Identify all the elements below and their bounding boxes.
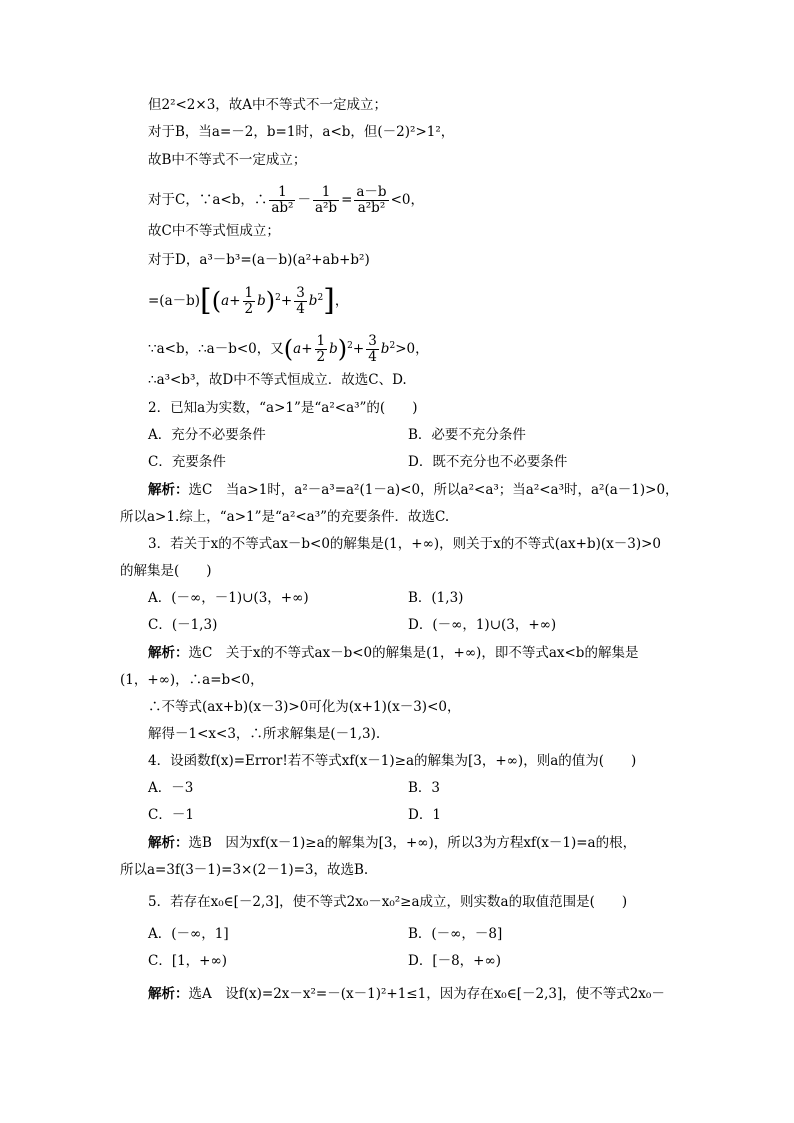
q4-option-b: B．3 <box>408 780 441 796</box>
text-segment: <0， <box>390 192 424 208</box>
text-line: 故B中不等式不一定成立； <box>148 152 307 168</box>
q5-option-d: D．[－8，+∞) <box>408 953 502 969</box>
fraction: $\frac{a-b}{\text{a²b²}}$ <box>356 184 387 216</box>
fraction: $\frac{1}{2}$ <box>316 333 326 365</box>
fraction: $\frac{3}{4}$ <box>296 285 305 317</box>
q4-solution-line: 解析：选B 因为xf(x－1)≥a的解集为[3，+∞)，所以3为方程xf(x－1)=a的根， <box>148 835 637 851</box>
solution-label: 解析： <box>148 645 189 661</box>
q2-option-a: A．充分不必要条件 <box>148 427 266 443</box>
q4-option-d: D．1 <box>408 807 441 823</box>
text-line: ∴a³<b³，故D中不等式恒成立．故选C、D. <box>148 372 407 388</box>
q5-option-b: B．(－∞，－8] <box>408 926 503 942</box>
text-line-brackets: ∵a<b，∴a－b<0，又(a+ $\frac{1}{2}$ b)$^2$+ $\frac{3}{4}$ $b^2>0$， <box>148 333 429 365</box>
q3-solution-line: 解析：选C 关于x的不等式ax－b<0的解集是(1，+∞)，即不等式ax<b的解集是 <box>148 645 639 661</box>
fraction: $\frac{1}{\text{ab²}}$ <box>271 184 294 216</box>
q5-option-c: C．[1，+∞) <box>148 953 228 969</box>
question-3-stem: 的解集是( ) <box>120 563 212 579</box>
question-4-stem: 4．设函数f(x)=Error!若不等式xf(x－1)≥a的解集为[3，+∞)，则a的值为( ) <box>148 753 637 769</box>
text-line: 对于B，当a=－2，b=1时，a<b，但(－2)²>1²， <box>148 124 455 140</box>
q5-solution-line: 解析：选A 设f(x)=2x－x²=－(x－1)²+1≤1，因为存在x₀∈[－2,3]，使不等式2x₀－ <box>148 986 665 1002</box>
q2-option-b: B．必要不充分条件 <box>408 427 526 443</box>
q5-option-a: A．(－∞，1] <box>148 926 229 942</box>
question-3-stem: 3．若关于x的不等式ax－b<0的解集是(1，+∞)，则关于x的不等式(ax+b)(x－3)>0 <box>148 536 661 552</box>
text-line-brackets: =(a－b)[(a+ $\frac{1}{2}$ b)$^2$+ $\frac{3}{4}$ $b^2$]， <box>148 283 349 318</box>
q2-solution-line: 解析：选C 当a>1时，a²－a³=a²(1－a)<0，所以a²<a³；当a²<a³时，a²(a－1)>0， <box>148 482 679 498</box>
q2-option-d: D．既不充分也不必要条件 <box>408 454 568 470</box>
text-segment: 对于C，∵a<b，∴ <box>148 192 268 208</box>
question-5-stem: 5．若存在x₀∈[－2,3]，使不等式2x₀－x₀²≥a成立，则实数a的取值范围是( ) <box>148 894 628 910</box>
q3-solution-line: ∴不等式(ax+b)(x－3)>0可化为(x+1)(x－3)<0， <box>148 699 461 715</box>
q3-option-a: A．(－∞，－1)∪(3，+∞) <box>148 590 309 606</box>
q3-option-c: C．(－1,3) <box>148 617 218 633</box>
fraction: $\frac{1}{2}$ <box>244 285 254 317</box>
q3-option-b: B．(1,3) <box>408 590 464 606</box>
q3-solution-line: 解得－1<x<3，∴所求解集是(－1,3). <box>148 726 381 742</box>
q4-option-c: C．－1 <box>148 807 194 823</box>
q3-option-d: D．(－∞，1)∪(3，+∞) <box>408 617 557 633</box>
q4-solution-line: 所以a=3f(3－1)=3×(2－1)=3，故选B. <box>120 862 369 878</box>
text-line-fractions: 对于C，∵a<b，∴ $\frac{1}{\text{ab²}}$ － $\frac{1}{\text{a²b}}$ = $\frac{a-b}{\text{a²b²}}$ <0， <box>148 184 424 216</box>
solution-label: 解析： <box>148 482 189 498</box>
q2-option-c: C．充要条件 <box>148 454 226 470</box>
q3-solution-line: (1，+∞)，∴a=b<0， <box>120 672 264 688</box>
text-segment: >0， <box>395 341 429 357</box>
text-segment: =(a－b) <box>148 293 201 309</box>
q2-solution-line: 所以a>1.综上，“a>1”是“a²<a³”的充要条件．故选C. <box>120 509 450 525</box>
q4-option-a: A．－3 <box>148 780 194 796</box>
solution-label: 解析： <box>148 986 189 1002</box>
fraction: $\frac{1}{\text{a²b}}$ <box>314 184 338 216</box>
solution-label: 解析： <box>148 835 189 851</box>
fraction: $\frac{3}{4}$ <box>368 333 377 365</box>
text-line: 对于D，a³－b³=(a－b)(a²+ab+b²) <box>148 252 370 268</box>
question-2-stem: 2．已知a为实数，“a>1”是“a²<a³”的( ) <box>148 400 418 416</box>
text-segment: ∵a<b，∴a－b<0，又 <box>148 341 284 357</box>
text-line: 但2²<2×3，故A中不等式不一定成立； <box>148 97 388 113</box>
text-line: 故C中不等式恒成立； <box>148 223 280 239</box>
